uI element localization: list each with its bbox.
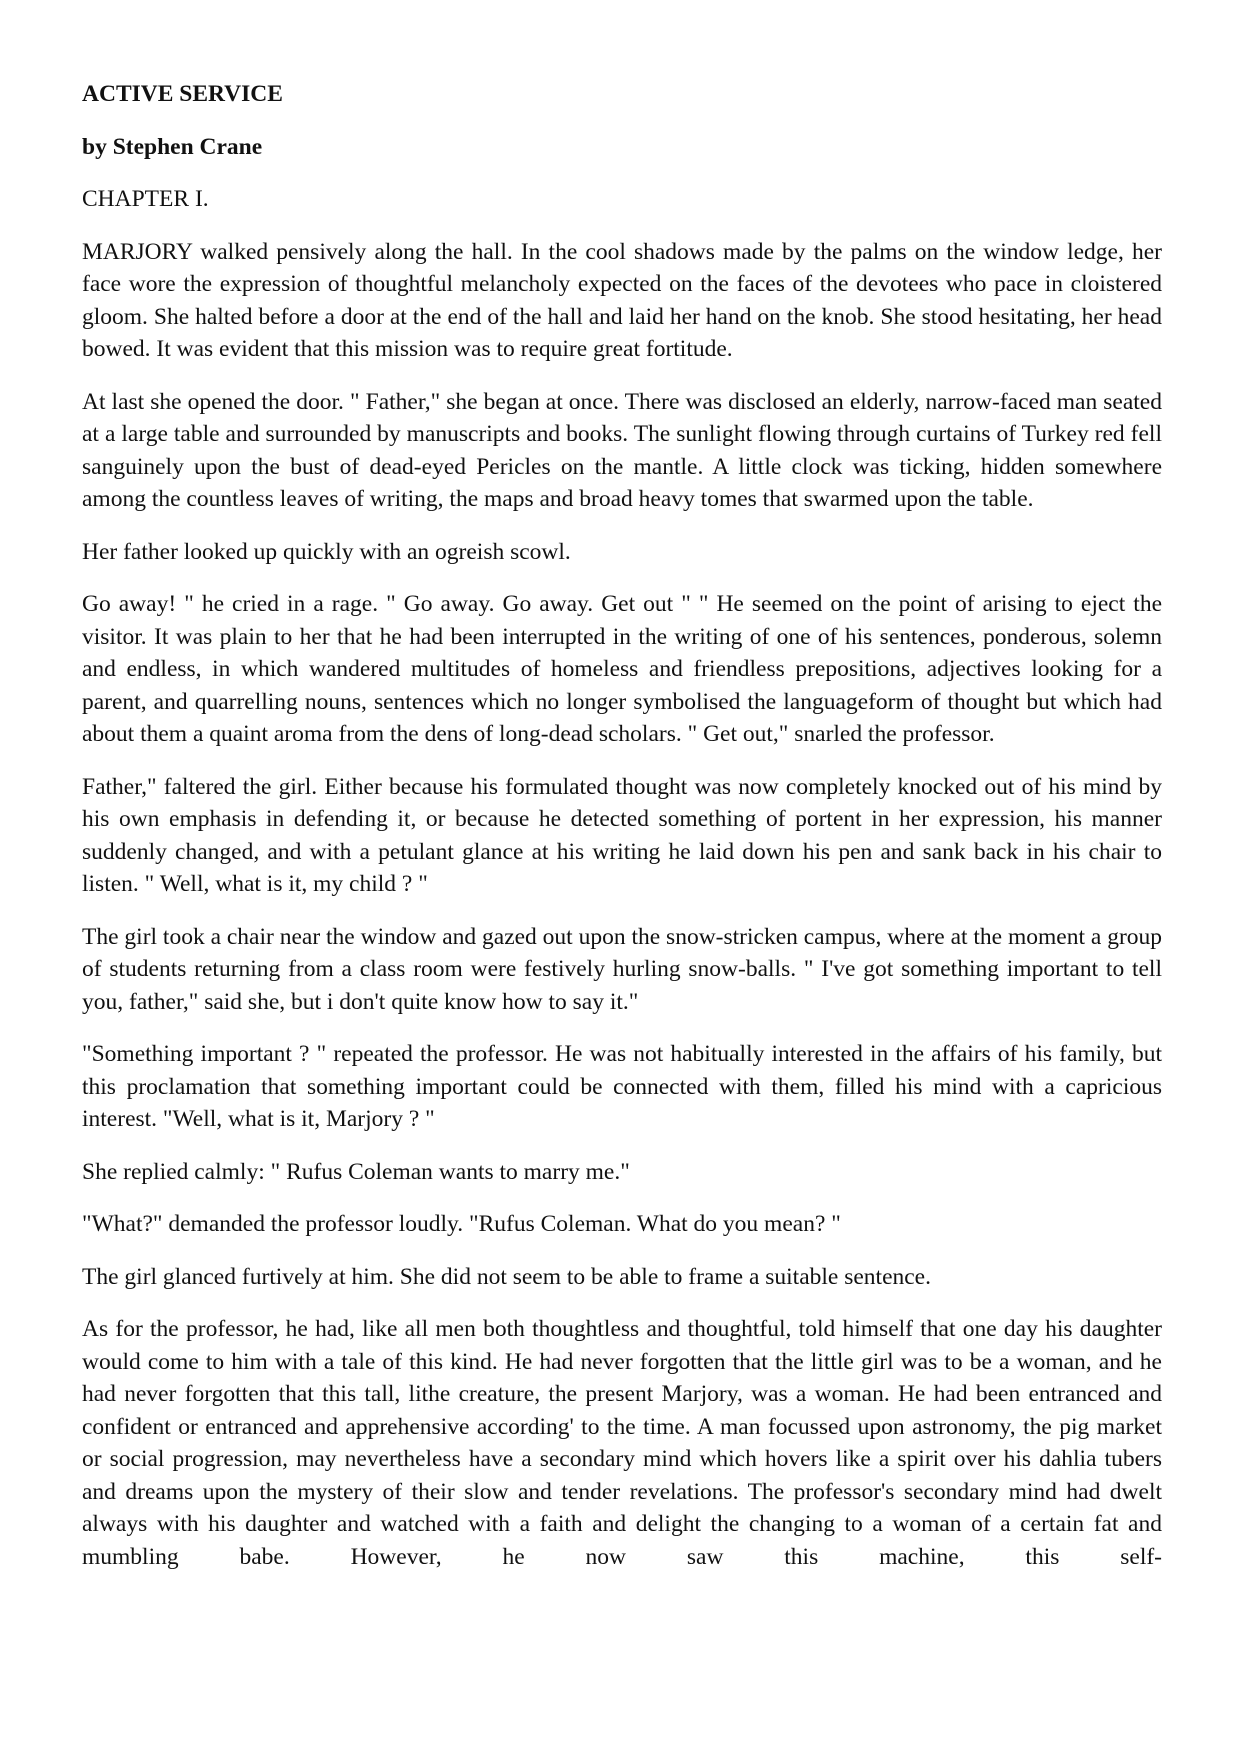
book-title: ACTIVE SERVICE: [82, 81, 283, 107]
document-page: [82, 78, 1162, 1593]
paragraph: The girl glanced furtively at him. She did not seem to be able to frame a suitable sentence.: [82, 1263, 931, 1290]
chapter-heading: CHAPTER I.: [82, 186, 209, 212]
paragraph: She replied calmly: " Rufus Coleman wants to marry me.": [82, 1158, 630, 1185]
paragraph: "What?" demanded the professor loudly. "Rufus Coleman. What do you mean? ": [82, 1211, 841, 1237]
paragraph: Father," faltered the girl. Either because his formulated thought was now completely knocked out of his mind by his own emphasis in defending it, or because he detected something of portent in her expression, his manner suddenly changed, and with a petulant glance at his writing he laid down his pen and sank back in his chair to listen. " Well, what is it, my child ? ": [82, 773, 1162, 897]
book-author: by Stephen Crane: [82, 133, 263, 160]
paragraph: Her father looked up quickly with an ogreish scowl.: [82, 538, 571, 565]
paragraph: The girl took a chair near the window and gazed out upon the snow-stricken campus, where at the moment a group of students returning from a class room were festively hurling snow-balls. " I've got something important to tell you, father," said she, but i don't quite know how to say it.": [82, 923, 1163, 1015]
paragraph: At last she opened the door. " Father," she began at once. There was disclosed an elderly, narrow-faced man seated at a large table and surrounded by manuscripts and books. The sunlight flowing through curtains of Turkey red fell sanguinely upon the bust of dead-eyed Pericles on the mantle. A little clock was ticking, hidden somewhere among the countless leaves of writing, the maps and broad heavy tomes that swarmed upon the table.: [82, 388, 1162, 512]
paragraph: As for the professor, he had, like all men both thoughtless and thoughtful, told himself that one day his daughter would come to him with a tale of this kind. He had never forgotten that the little girl was to be a woman, and he had never forgotten that this tall, lithe creature, the present Marjory, was a woman. He had been entranced and confident or entranced and apprehensive according' to the time. A man focussed upon astronomy, the pig market or social progression, may nevertheless have a secondary mind which hovers like a spirit over his dahlia tubers and dreams upon the mystery of their slow and tender revelations. The professor's secondary mind had dwelt always with his daughter and watched with a faith and delight the changing to a woman of a certain fat and mumbling babe. However, he now saw this machine, this self-: [82, 1316, 1162, 1570]
paragraph: MARJORY walked pensively along the hall. In the cool shadows made by the palms on the window ledge, her face wore the expression of thoughtful melancholy expected on the faces of the devotees who pace in cloistered gloom. She halted before a door at the end of the hall and laid her hand on the knob. She stood hesitating, her head bowed. It was evident that this mission was to require great fortitude.: [82, 238, 1162, 362]
paragraph: Go away! " he cried in a rage. " Go away. Go away. Get out " " He seemed on the point of arising to eject the visitor. It was plain to her that he had been interrupted in the writing of one of his sentences, ponderous, solemn and endless, in which wandered multitudes of homeless and friendless prepositions, adjectives looking for a parent, and quarrelling nouns, sentences which no longer symbolised the languageform of thought but which had about them a quaint aroma from the dens of long-dead scholars. " Get out," snarled the professor.: [82, 591, 1162, 747]
paragraph: "Something important ? " repeated the professor. He was not habitually interested in the affairs of his family, but this proclamation that something important could be connected with them, filled his mind with a capricious interest. "Well, what is it, Marjory ? ": [82, 1041, 1162, 1132]
